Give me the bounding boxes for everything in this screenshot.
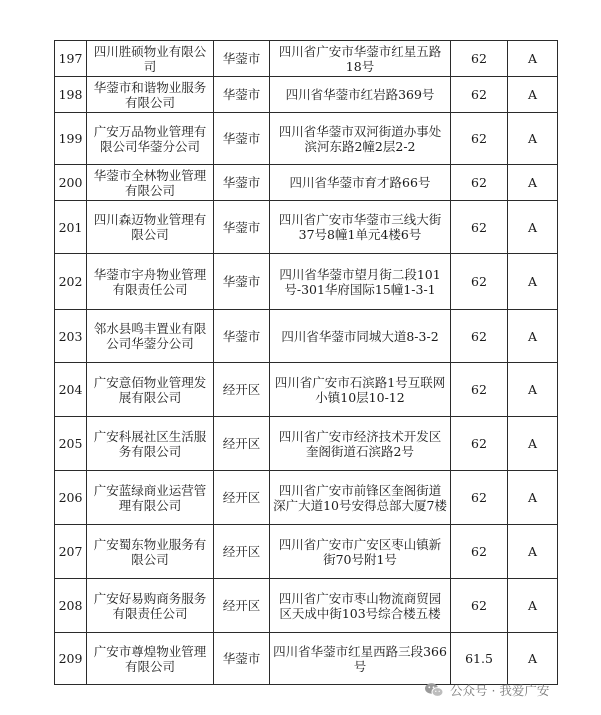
score-cell: 62 <box>451 254 508 310</box>
table-row <box>55 77 558 113</box>
score-cell: 62 <box>451 113 508 165</box>
table-row <box>55 417 558 471</box>
address-cell: 四川省华蓥市红星西路三段366号 <box>270 633 451 685</box>
company-name-cell: 广安蜀东物业服务有限公司 <box>87 525 214 579</box>
table-row <box>55 201 558 254</box>
row-number-cell: 198 <box>55 77 87 113</box>
company-name-cell: 华蓥市全林物业管理有限公司 <box>87 165 214 201</box>
score-cell: 62 <box>451 77 508 113</box>
row-number-cell: 201 <box>55 201 87 254</box>
district-cell: 经开区 <box>214 417 270 471</box>
company-name-cell: 广安市尊煌物业管理有限公司 <box>87 633 214 685</box>
address-cell: 四川省广安市华蓥市红星五路18号 <box>270 41 451 77</box>
property-rating-table <box>54 40 558 685</box>
district-cell: 华蓥市 <box>214 201 270 254</box>
watermark-text: 公众号 · 我爱广安 <box>450 683 550 698</box>
district-cell: 华蓥市 <box>214 254 270 310</box>
address-cell: 四川省华蓥市同城大道8-3-2 <box>270 310 451 363</box>
score-cell: 62 <box>451 363 508 417</box>
address-cell: 四川省华蓥市育才路66号 <box>270 165 451 201</box>
table-row <box>55 633 558 685</box>
address-cell: 四川省广安市枣山物流商贸园区天成中街103号综合楼五楼 <box>270 579 451 633</box>
company-name-cell: 广安蓝绿商业运营管理有限公司 <box>87 471 214 525</box>
row-number-cell: 205 <box>55 417 87 471</box>
table-row <box>55 310 558 363</box>
score-cell: 62 <box>451 579 508 633</box>
grade-cell: A <box>508 579 558 633</box>
table-row <box>55 363 558 417</box>
row-number-cell: 206 <box>55 471 87 525</box>
address-cell: 四川省广安市广安区枣山镇新街70号附1号 <box>270 525 451 579</box>
address-cell: 四川省广安市石滨路1号互联网小镇10层10-12 <box>270 363 451 417</box>
company-name-cell: 广安科展社区生活服务有限公司 <box>87 417 214 471</box>
address-cell: 四川省华蓥市红岩路369号 <box>270 77 451 113</box>
grade-cell: A <box>508 310 558 363</box>
district-cell: 经开区 <box>214 471 270 525</box>
district-cell: 华蓥市 <box>214 165 270 201</box>
company-name-cell: 四川森迈物业管理有限公司 <box>87 201 214 254</box>
score-cell: 62 <box>451 165 508 201</box>
district-cell: 经开区 <box>214 363 270 417</box>
table-row <box>55 41 558 77</box>
score-cell: 62 <box>451 525 508 579</box>
district-cell: 华蓥市 <box>214 113 270 165</box>
score-cell: 62 <box>451 201 508 254</box>
score-cell: 62 <box>451 41 508 77</box>
address-cell: 四川省广安市经济技术开发区奎阁街道石滨路2号 <box>270 417 451 471</box>
row-number-cell: 200 <box>55 165 87 201</box>
table-row <box>55 254 558 310</box>
address-cell: 四川省华蓥市望月街二段101号-301华府国际15幢1-3-1 <box>270 254 451 310</box>
row-number-cell: 207 <box>55 525 87 579</box>
watermark <box>424 680 549 700</box>
row-number-cell: 203 <box>55 310 87 363</box>
district-cell: 华蓥市 <box>214 41 270 77</box>
company-name-cell: 广安好易购商务服务有限责任公司 <box>87 579 214 633</box>
company-name-cell: 四川胜硕物业有限公司 <box>87 41 214 77</box>
table-row <box>55 113 558 165</box>
grade-cell: A <box>508 165 558 201</box>
grade-cell: A <box>508 525 558 579</box>
table-row <box>55 471 558 525</box>
company-name-cell: 广安意佰物业管理发展有限公司 <box>87 363 214 417</box>
grade-cell: A <box>508 41 558 77</box>
score-cell: 62 <box>451 417 508 471</box>
address-cell: 四川省广安市华蓥市三线大街37号8幢1单元4楼6号 <box>270 201 451 254</box>
wechat-icon <box>424 682 444 698</box>
grade-cell: A <box>508 254 558 310</box>
score-cell: 61.5 <box>451 633 508 685</box>
row-number-cell: 208 <box>55 579 87 633</box>
district-cell: 经开区 <box>214 579 270 633</box>
table-row <box>55 525 558 579</box>
score-cell: 62 <box>451 310 508 363</box>
grade-cell: A <box>508 633 558 685</box>
company-name-cell: 广安万品物业管理有限公司华蓥分公司 <box>87 113 214 165</box>
district-cell: 华蓥市 <box>214 77 270 113</box>
company-name-cell: 邻水县鸣丰置业有限公司华蓥分公司 <box>87 310 214 363</box>
company-name-cell: 华蓥市宇舟物业管理有限责任公司 <box>87 254 214 310</box>
row-number-cell: 204 <box>55 363 87 417</box>
table-row <box>55 165 558 201</box>
row-number-cell: 197 <box>55 41 87 77</box>
address-cell: 四川省华蓥市双河街道办事处滨河东路2幢2层2-2 <box>270 113 451 165</box>
district-cell: 华蓥市 <box>214 633 270 685</box>
table-row <box>55 579 558 633</box>
grade-cell: A <box>508 417 558 471</box>
district-cell: 华蓥市 <box>214 310 270 363</box>
grade-cell: A <box>508 471 558 525</box>
grade-cell: A <box>508 113 558 165</box>
grade-cell: A <box>508 363 558 417</box>
score-cell: 62 <box>451 471 508 525</box>
row-number-cell: 199 <box>55 113 87 165</box>
grade-cell: A <box>508 201 558 254</box>
grade-cell: A <box>508 77 558 113</box>
district-cell: 经开区 <box>214 525 270 579</box>
address-cell: 四川省广安市前锋区奎阁街道深广大道10号安得总部大厦7楼 <box>270 471 451 525</box>
company-name-cell: 华蓥市和谐物业服务有限公司 <box>87 77 214 113</box>
row-number-cell: 209 <box>55 633 87 685</box>
row-number-cell: 202 <box>55 254 87 310</box>
